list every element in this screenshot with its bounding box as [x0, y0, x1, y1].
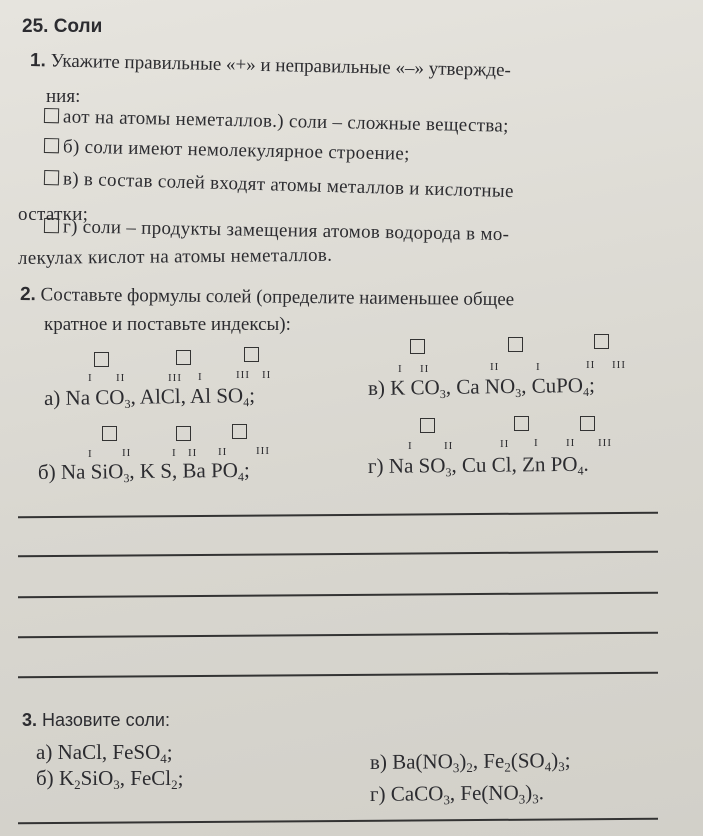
formula-end: ;: [177, 766, 184, 790]
valence: III: [612, 359, 626, 371]
q1-option-b-text: б) соли имеют немолекулярное строение;: [62, 136, 410, 165]
index-box[interactable]: [508, 337, 523, 352]
formula-sub: 4: [243, 395, 250, 410]
formula-sub: 3: [113, 777, 120, 792]
q3-text: Назовите соли:: [42, 710, 170, 730]
q2-number: 2.: [19, 284, 36, 306]
formula-text: Ca NO: [456, 373, 516, 399]
formula-3: [190, 383, 255, 408]
q1-option-v-text: в) в состав солей входят атомы металлов и кислотные: [62, 168, 514, 203]
formula-3: [522, 452, 589, 477]
formula-3: [531, 373, 595, 398]
formula-sub: 2: [171, 777, 178, 792]
q1-option-g[interactable]: [44, 216, 510, 246]
valence: II: [490, 361, 500, 373]
q1-text-line1: Укажите правильные «+» и неправильные «–» утвержде-: [50, 50, 512, 82]
valence: I: [88, 448, 93, 460]
formula-sub: 3: [558, 758, 565, 775]
checkbox[interactable]: [44, 170, 59, 185]
q2-text-line2: кратное и поставьте индексы):: [44, 314, 291, 335]
formula-sub: 4: [237, 469, 245, 484]
formula-2: AlCl,: [139, 384, 187, 409]
valence: II: [420, 363, 430, 375]
valence: II: [444, 440, 454, 452]
checkbox[interactable]: [44, 108, 59, 123]
formula-2: Cu Cl,: [461, 452, 517, 478]
answer-line[interactable]: [18, 592, 658, 598]
formula-sub: 3: [124, 396, 131, 411]
formula-end: ;: [243, 457, 250, 482]
formula-1: K $CO_3$,: [389, 374, 452, 401]
index-box[interactable]: [176, 350, 191, 365]
q1-option-v[interactable]: [44, 168, 514, 203]
formula-text: ): [551, 748, 559, 773]
index-box[interactable]: [94, 352, 109, 367]
checkbox[interactable]: [44, 218, 59, 233]
checkbox[interactable]: [44, 138, 59, 153]
formula-text: K: [58, 766, 75, 790]
formula-end: .: [538, 780, 545, 805]
formula-text: Ba PO: [182, 457, 239, 483]
answer-line[interactable]: [18, 551, 658, 557]
valence: II: [218, 446, 228, 458]
formula-sub: 3: [445, 465, 452, 480]
valence: III: [256, 445, 270, 457]
formula-text: Cu Cl: [461, 452, 512, 478]
formula-sub: 3: [452, 760, 460, 776]
index-box[interactable]: [594, 334, 609, 349]
valence: I: [398, 363, 403, 375]
index-box[interactable]: [244, 347, 259, 362]
formula-sub: 2: [504, 759, 511, 775]
valence: II: [586, 359, 596, 371]
formula-sub: 3: [123, 471, 130, 486]
q2-text-line1: Составьте формулы солей (определите наименьшее общее: [40, 284, 515, 311]
formula-end: ;: [248, 383, 256, 408]
formula-sub: 4: [160, 751, 167, 766]
valence: III: [168, 372, 182, 384]
formula-text: Ba(NO: [392, 749, 453, 774]
formula-text: , Fe(NO: [449, 780, 519, 806]
valence: II: [500, 438, 510, 450]
valence: II: [116, 372, 126, 384]
formula-sub: 4: [583, 384, 590, 399]
index-box[interactable]: [580, 416, 595, 431]
formula-text: NaCl, FeSO: [57, 740, 161, 764]
formula-sub: 3: [439, 386, 446, 401]
q1-option-v-cont: остатки;: [18, 204, 89, 225]
q3-item-v: [370, 748, 571, 777]
formula-text: ): [459, 748, 467, 774]
index-box[interactable]: [176, 426, 191, 441]
q1-text-line2: ния:: [46, 86, 81, 107]
answer-line[interactable]: [18, 818, 658, 824]
formula-text: AlCl: [139, 384, 181, 409]
index-box[interactable]: [410, 339, 425, 354]
formula-end: .: [583, 451, 589, 476]
formula-text: SiO: [80, 766, 114, 790]
item-label: а): [36, 740, 53, 764]
q1-number: 1.: [29, 50, 47, 72]
item-label: г): [369, 781, 386, 806]
formula-end: ;: [588, 372, 596, 397]
valence: I: [172, 447, 177, 459]
q1-option-a[interactable]: [44, 106, 509, 138]
item-label: б): [37, 459, 56, 484]
q3-item-g: [370, 780, 544, 809]
valence: III: [236, 369, 250, 381]
formula-text: , Fe: [472, 748, 505, 773]
answer-line[interactable]: [18, 672, 658, 678]
q2-prompt: [20, 284, 514, 311]
formula-sub: 2: [466, 759, 473, 775]
valence: I: [536, 361, 541, 373]
formula-text: (SO: [510, 748, 545, 773]
q3-prompt: [22, 710, 170, 731]
section-title: 25. Соли: [22, 16, 103, 37]
formula-text: K CO: [389, 374, 440, 400]
valence: II: [566, 437, 576, 449]
formula-2: Ca $NO_3$,: [456, 373, 527, 400]
answer-line[interactable]: [18, 512, 658, 518]
valence: II: [122, 447, 132, 459]
item-label: в): [369, 749, 388, 774]
index-box[interactable]: [102, 426, 117, 441]
formula-sub: 3: [532, 791, 539, 807]
q1-option-b[interactable]: [44, 136, 410, 166]
formula-3: [182, 458, 250, 483]
q2-item-v: [368, 373, 595, 403]
item-label: в): [367, 375, 386, 400]
q1-option-g-cont: лекулах кислот на атомы неметаллов.: [17, 244, 333, 269]
formula-sub: 3: [443, 792, 450, 808]
formula-sub: 3: [518, 791, 526, 807]
formula-text: Na CO: [65, 384, 125, 410]
valence: II: [262, 369, 272, 381]
valence: I: [198, 371, 203, 383]
index-box[interactable]: [232, 424, 247, 439]
valence: III: [598, 437, 612, 449]
q1-option-a-text: аот на атомы неметаллов.) соли – сложные вещества;: [62, 106, 509, 137]
valence: I: [88, 372, 93, 384]
formula-text: CuPO: [531, 372, 584, 398]
formula-text: ): [525, 780, 533, 805]
formula-sub: 4: [577, 463, 584, 478]
q3-item-b: [36, 766, 183, 793]
q2-item-a: [44, 383, 255, 413]
answer-line[interactable]: [18, 632, 658, 638]
q3-item-a: [36, 740, 173, 767]
formula-text: CaCO: [390, 781, 444, 806]
formula-sub: 3: [515, 385, 522, 400]
formula-text: K S: [139, 458, 173, 483]
index-box[interactable]: [420, 418, 435, 433]
index-box[interactable]: [514, 416, 529, 431]
item-label: г): [367, 453, 384, 478]
formula-2: K S,: [139, 458, 178, 483]
formula-end: ;: [564, 747, 571, 772]
formula-text: , FeCl: [119, 766, 172, 790]
item-label: б): [36, 766, 54, 790]
formula-1: Na $SO_3$,: [388, 453, 457, 480]
formula-text: Na SiO: [60, 459, 124, 484]
q3-number: 3.: [22, 710, 38, 730]
formula-1: Na SiO$_3$,: [60, 458, 135, 486]
formula-1: Na $CO_3$,: [65, 384, 136, 411]
formula-text: Na SO: [388, 453, 446, 478]
formula-text: Al SO: [189, 383, 244, 408]
q2-item-g: [368, 452, 589, 481]
valence: II: [188, 447, 198, 459]
formula-end: ;: [166, 740, 173, 764]
item-label: а): [43, 385, 61, 410]
valence: I: [408, 440, 413, 452]
q2-item-b: [38, 458, 250, 487]
q1-prompt: [30, 50, 511, 82]
formula-text: Zn PO: [521, 451, 578, 477]
q1-option-g-text: г) соли – продукты замещения атомов водорода в мо-: [62, 216, 510, 246]
formula-sub: 2: [74, 777, 81, 792]
formula-sub: 4: [544, 759, 552, 775]
valence: I: [534, 437, 539, 449]
